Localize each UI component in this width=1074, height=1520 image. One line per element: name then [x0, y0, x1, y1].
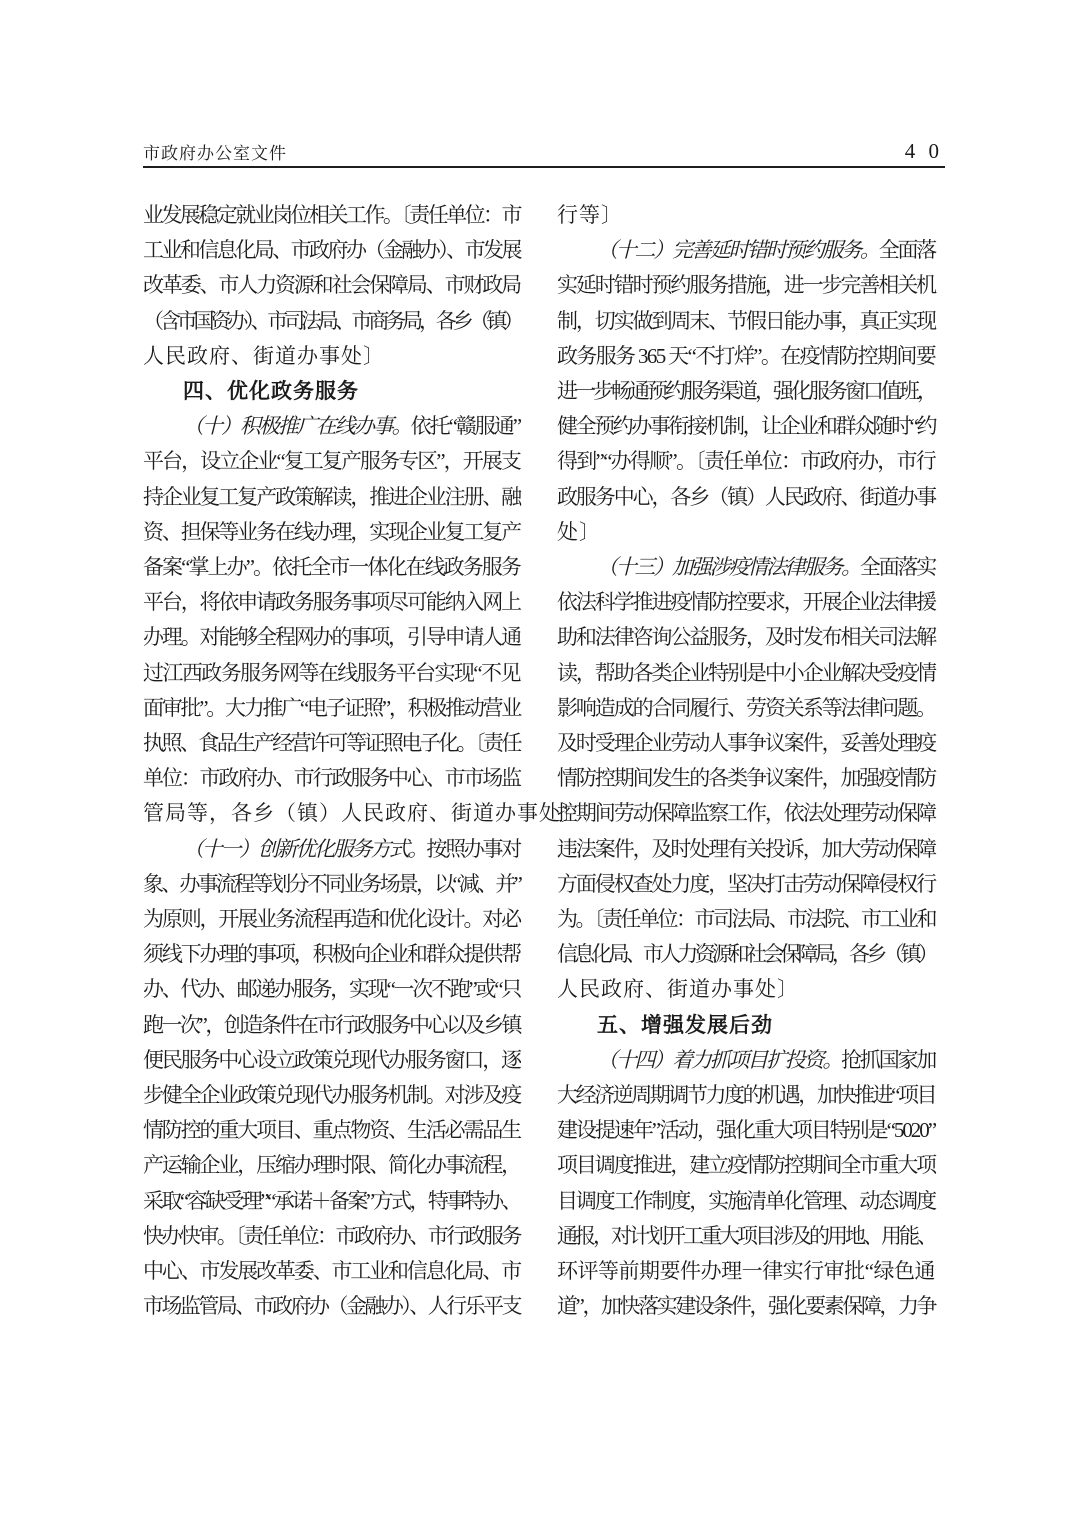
text-line	[557, 304, 935, 339]
text-line-content	[597, 238, 935, 262]
text-line	[557, 550, 935, 585]
text-line-content	[143, 801, 583, 825]
text-line-content	[143, 1013, 520, 1037]
text-line-content	[143, 696, 520, 720]
text-segment-song: 全面落实	[859, 555, 936, 580]
text-line	[557, 480, 935, 515]
text-line	[557, 585, 935, 620]
text-line-content	[143, 1083, 520, 1107]
header-title: 市政府办公室文件	[143, 144, 287, 163]
text-line-content	[557, 1118, 935, 1142]
text-line-content	[557, 942, 935, 966]
text-segment-song: 通报，对计划开工重大项目涉及的用地、用能、	[557, 1223, 935, 1248]
page-header	[143, 139, 945, 168]
text-line-content	[557, 801, 935, 825]
text-segment-kai: （十四）着力抓项目扩投资。	[597, 1047, 842, 1072]
text-line-content	[557, 1189, 935, 1213]
text-line-content	[183, 837, 520, 861]
text-line-content	[143, 1294, 520, 1318]
text-segment-song: 资、担保等业务在线办理，实现企业复工复产	[143, 519, 520, 544]
text-line	[143, 480, 520, 515]
text-segment-song: 政服务中心，各乡（镇）人民政府、街道办事	[557, 484, 935, 509]
text-line	[557, 268, 935, 303]
text-line-content	[143, 203, 520, 227]
text-line-content	[143, 273, 520, 297]
text-line	[557, 1289, 935, 1324]
text-segment-song: 情防控期间发生的各类争议案件，加强疫情防	[557, 766, 935, 791]
text-line	[557, 444, 935, 479]
text-line	[143, 444, 520, 479]
text-line	[143, 726, 520, 761]
text-line-content	[143, 942, 520, 966]
text-line-content	[143, 872, 520, 896]
text-line	[557, 867, 935, 902]
text-line-content	[143, 1259, 520, 1283]
text-line-content	[557, 696, 935, 720]
text-line-content	[143, 309, 520, 333]
text-line	[557, 515, 935, 550]
text-segment-hei: 五、增强发展后劲	[597, 1013, 773, 1037]
text-segment-song: 建设提速年”活动，强化重大项目特别是“5020”	[557, 1118, 936, 1143]
text-line	[143, 902, 520, 937]
text-line-content	[143, 907, 520, 931]
text-line-content	[557, 344, 935, 368]
text-line	[557, 339, 935, 374]
text-line	[557, 1043, 935, 1078]
text-segment-song: 中心、市发展改革委、市工业和信息化局、市	[143, 1259, 520, 1284]
text-line-content	[143, 731, 520, 755]
text-line	[143, 761, 520, 796]
text-line	[143, 233, 520, 268]
text-line	[557, 832, 935, 867]
text-line-content	[557, 977, 799, 1001]
text-line-content	[143, 590, 520, 614]
text-segment-kai: （十）积极推广在线办事。	[183, 414, 411, 439]
text-segment-song: 平台，设立企业“复工复产服务专区”，开展支	[143, 449, 520, 474]
text-line	[143, 550, 520, 585]
text-line	[557, 233, 935, 268]
text-segment-song: 按照办事对	[426, 836, 520, 861]
text-segment-song: 改革委、市人力资源和社会保障局、市财政局	[143, 273, 520, 298]
text-segment-song: 工业和信息化局、市政府办（金融办）、市发展	[143, 238, 520, 263]
text-segment-song: 目调度工作制度，实施清单化管理、动态调度	[557, 1188, 935, 1213]
text-line	[557, 691, 935, 726]
text-line-content	[557, 485, 935, 509]
text-line	[143, 515, 520, 550]
text-segment-song: 健全预约办事衔接机制，让企业和群众随时“约	[557, 414, 936, 439]
text-line	[143, 620, 520, 655]
text-line	[143, 972, 520, 1007]
text-segment-song: 项目调度推进，建立疫情防控期间全市重大项	[557, 1153, 935, 1178]
text-segment-song: 及时受理企业劳动人事争议案件，妥善处理疫	[557, 731, 935, 756]
text-line	[557, 902, 935, 937]
text-line	[557, 761, 935, 796]
text-line	[557, 1148, 935, 1183]
text-line-content	[557, 1259, 935, 1283]
text-line-content	[183, 414, 520, 438]
text-segment-song: 象、办事流程等划分不同业务场景，以“减、并”	[143, 871, 521, 896]
text-line-content	[557, 309, 935, 333]
text-segment-song: 控期间劳动保障监察工作，依法处理劳动保障	[557, 801, 935, 826]
text-line	[143, 198, 520, 233]
text-line	[143, 585, 520, 620]
text-segment-song: 持企业复工复产政策解读，推进企业注册、融	[143, 484, 520, 509]
text-line-content	[143, 766, 520, 790]
text-line-content	[557, 590, 935, 614]
text-line-content	[143, 1153, 520, 1177]
text-line-content	[143, 485, 520, 509]
text-segment-song: 环评等前期要件办理一律实行审批“绿色通	[557, 1259, 936, 1284]
text-line	[143, 1184, 520, 1219]
text-line	[557, 972, 935, 1007]
text-line	[143, 1043, 520, 1078]
text-line-content	[557, 661, 935, 685]
text-line	[557, 1113, 935, 1148]
text-segment-song: 人民政府、街道办事处〕	[557, 977, 799, 1002]
text-line	[557, 198, 935, 233]
text-line-content	[143, 977, 520, 1001]
text-line-content	[557, 1083, 935, 1107]
text-segment-song: 执照、食品生产经营许可等证照电子化。〔责任	[143, 731, 520, 756]
text-segment-song: 方面侵权查处力度，坚决打击劳动保障侵权行	[557, 871, 935, 896]
text-line-content	[557, 414, 935, 438]
text-line-content	[557, 625, 935, 649]
text-line	[557, 1008, 935, 1043]
text-segment-song: 为原则，开展业务流程再造和优化设计。对必	[143, 907, 520, 932]
text-line-content	[557, 872, 935, 896]
text-segment-song: 助和法律咨询公益服务，及时发布相关司法解	[557, 625, 935, 650]
text-segment-song: 业发展稳定就业岗位相关工作。〔责任单位：市	[143, 203, 520, 227]
text-line-content	[557, 1153, 935, 1177]
text-line-content	[143, 520, 520, 544]
text-segment-song: 跑一次”，创造条件在市行政服务中心以及乡镇	[143, 1012, 521, 1037]
text-line-content	[557, 907, 935, 931]
text-segment-song: 读，帮助各类企业特别是中小企业解决受疫情	[557, 660, 935, 685]
text-line-content	[143, 1189, 520, 1213]
text-line	[143, 691, 520, 726]
text-line-content	[597, 1048, 935, 1072]
text-line	[557, 1184, 935, 1219]
text-line	[557, 656, 935, 691]
text-segment-song: 情防控的重大项目、重点物资、生活必需品生	[143, 1118, 520, 1143]
text-line-content	[557, 766, 935, 790]
text-segment-song: 过江西政务服务网等在线服务平台实现“不见	[143, 660, 520, 685]
text-line	[143, 1148, 520, 1183]
text-segment-song: 制，切实做到周末、节假日能办事，真正实现	[557, 308, 935, 333]
text-line	[143, 1219, 520, 1254]
text-line-content	[143, 1118, 520, 1142]
text-segment-song: 进一步畅通预约服务渠道，强化服务窗口值班，	[557, 379, 935, 404]
text-line	[143, 832, 520, 867]
text-segment-song: 影响造成的合同履行、劳资关系等法律问题。	[557, 695, 935, 720]
text-segment-song: 步健全企业政策兑现代办服务机制。对涉及疫	[143, 1083, 520, 1108]
text-line	[143, 1078, 520, 1113]
text-line	[557, 796, 935, 831]
text-line-content	[183, 379, 359, 403]
right-column	[557, 198, 935, 1325]
text-line	[557, 1254, 935, 1289]
text-segment-song: 为。〔责任单位：市司法局、市法院、市工业和	[557, 907, 935, 932]
text-segment-song: 信息化局、市人力资源和社会保障局，各乡（镇）	[557, 942, 935, 967]
text-line-content	[143, 661, 520, 685]
text-segment-song: 平台，将依申请政务服务事项尽可能纳入网上	[143, 590, 520, 615]
text-segment-song: 政务服务 365 天“不打烊”。在疫情防控期间要	[557, 343, 936, 368]
text-segment-song: 大经济逆周期调节力度的机遇，加快推进“项目	[557, 1083, 936, 1108]
text-line-content	[143, 449, 520, 473]
text-segment-song: 备案“掌上办”。依托全市一体化在线政务服务	[143, 555, 520, 580]
text-line	[557, 409, 935, 444]
text-segment-song: 抢抓国家加	[841, 1047, 936, 1072]
text-segment-song: 产运输企业，压缩办理时限、简化办事流程，	[143, 1153, 520, 1178]
text-segment-kai: （十三）加强涉疫情法律服务。	[597, 555, 860, 580]
text-line	[143, 374, 520, 409]
text-line-content	[597, 555, 935, 579]
text-segment-song: 行等〕	[557, 203, 623, 227]
text-line-content	[557, 273, 935, 297]
text-columns	[143, 198, 935, 1325]
text-line-content	[143, 238, 520, 262]
text-line	[557, 1078, 935, 1113]
text-line-content	[143, 1048, 520, 1072]
text-segment-kai: （十二）完善延时错时预约服务。	[597, 238, 879, 263]
text-line-content	[143, 625, 520, 649]
text-line	[143, 937, 520, 972]
text-segment-song: 便民服务中心设立政策兑现代办服务窗口，逐	[143, 1047, 520, 1072]
text-line-content	[557, 1224, 935, 1248]
text-segment-hei: 四、优化政务服务	[183, 380, 359, 404]
text-segment-song: 单位：市政府办、市行政服务中心、市市场监	[143, 766, 520, 791]
text-line-content	[143, 344, 385, 368]
text-segment-song: 办理。对能够全程网办的事项，引导申请人通	[143, 625, 520, 650]
text-line	[143, 1289, 520, 1324]
left-column	[143, 198, 583, 1325]
text-line	[143, 796, 583, 831]
text-segment-song: 实延时错时预约服务措施，进一步完善相关机	[557, 273, 935, 298]
text-line	[143, 339, 520, 374]
text-segment-song: 依法科学推进疫情防控要求，开展企业法律援	[557, 590, 935, 615]
text-segment-song: 管局等，各乡（镇）人民政府、街道办事处〕	[143, 801, 583, 826]
text-line	[143, 1254, 520, 1289]
text-line	[557, 937, 935, 972]
text-line-content	[557, 520, 601, 544]
page-number: 4 0	[904, 139, 943, 163]
text-segment-song: 道”，加快落实建设条件，强化要素保障，力争	[557, 1294, 936, 1319]
text-segment-song: 依托“赣服通”	[410, 414, 521, 439]
text-segment-song: 采取“容缺受理”“承诺＋备案”方式，特事特办、	[143, 1188, 520, 1213]
text-line-content	[557, 449, 935, 473]
text-line-content	[557, 731, 935, 755]
text-line-content	[597, 1013, 773, 1037]
text-line-content	[143, 1224, 520, 1248]
text-line	[557, 1219, 935, 1254]
text-segment-song: 市场监管局、市政府办（金融办）、人行乐平支	[143, 1294, 520, 1319]
text-segment-song: 全面落	[878, 238, 936, 263]
text-segment-kai: （十一）创新优化服务方式。	[183, 836, 427, 861]
text-segment-song: 办、代办、邮递办服务，实现“一次不跑”或“只	[143, 977, 521, 1002]
text-line-content	[557, 203, 623, 227]
text-line	[143, 268, 520, 303]
text-line-content	[143, 555, 520, 579]
text-line	[143, 304, 520, 339]
text-segment-song: 须线下办理的事项，积极向企业和群众提供帮	[143, 942, 520, 967]
text-line	[557, 726, 935, 761]
text-segment-song: 得到”“办得顺”。〔责任单位：市政府办，市行	[557, 449, 935, 474]
text-segment-song: 人民政府、街道办事处〕	[143, 343, 385, 368]
text-segment-song: 处〕	[557, 519, 601, 544]
text-line	[557, 620, 935, 655]
text-line-content	[557, 379, 935, 403]
text-segment-song: 快办快审。〔责任单位：市政府办、市行政服务	[143, 1223, 520, 1248]
text-segment-song: 面审批”。大力推广“电子证照”，积极推动营业	[143, 695, 521, 720]
text-line	[143, 409, 520, 444]
text-line	[557, 374, 935, 409]
text-line	[143, 867, 520, 902]
text-line-content	[557, 1294, 935, 1318]
text-segment-song: （含市国资办）、市司法局、市商务局，各乡（镇）	[143, 308, 521, 333]
text-segment-song: 违法案件，及时处理有关投诉，加大劳动保障	[557, 836, 935, 861]
text-line-content	[557, 837, 935, 861]
text-line	[143, 1113, 520, 1148]
text-line	[143, 656, 520, 691]
text-line	[143, 1008, 520, 1043]
